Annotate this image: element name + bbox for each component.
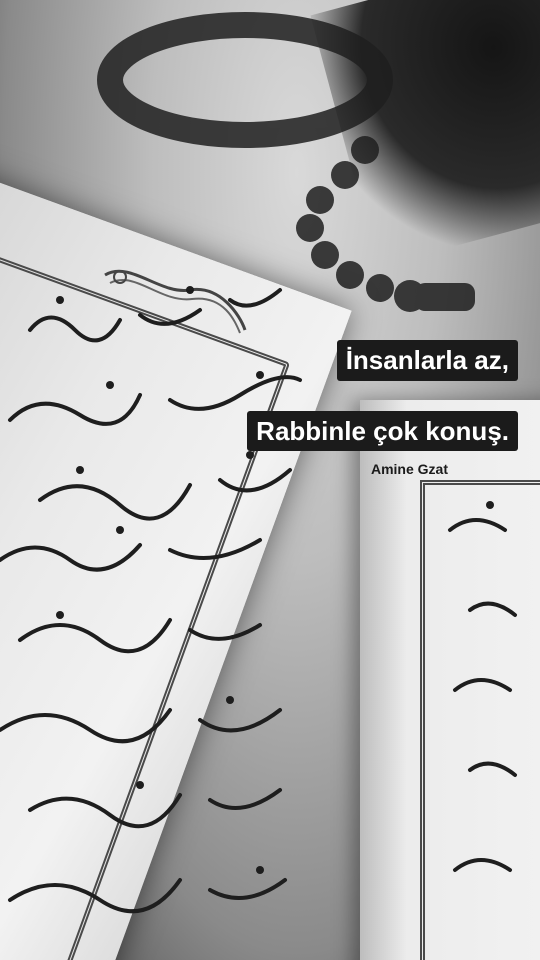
quote-line-2: Rabbinle çok konuş.: [247, 411, 518, 452]
quote-overlay: [247, 340, 518, 477]
quote-line-1: İnsanlarla az,: [337, 340, 518, 381]
author-signature: Amine Gzat: [370, 461, 448, 477]
